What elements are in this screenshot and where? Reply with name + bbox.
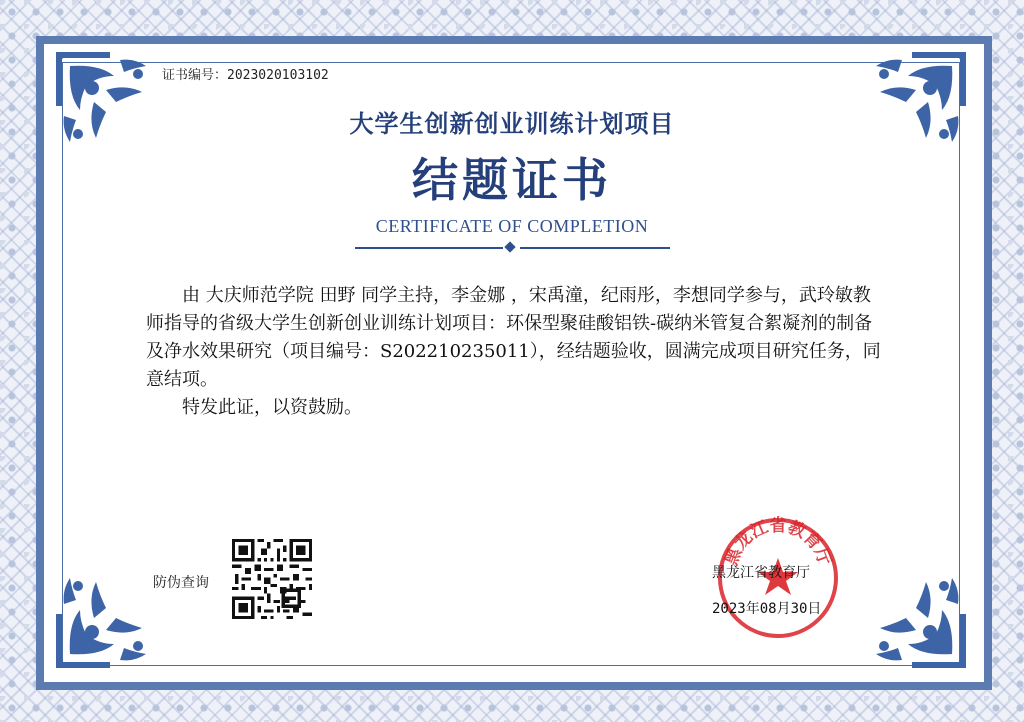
issuing-authority: 黑龙江省教育厅 [712, 565, 810, 581]
seal-text: 黑龙江省教育厅 [721, 516, 835, 569]
subtitle-rule-right [520, 247, 670, 249]
certificate-number: 证书编号：2023020103102 [162, 68, 329, 83]
qr-code-icon[interactable] [232, 539, 312, 619]
corner-ornament-icon [50, 46, 160, 156]
verify-label: 防伪查询 [153, 575, 209, 591]
corner-ornament-icon [862, 564, 972, 674]
subtitle-rule-left [355, 247, 503, 249]
certificate-body [146, 282, 886, 422]
program-name: 大学生创新创业训练计划项目 [349, 109, 675, 138]
corner-ornament-icon [50, 564, 160, 674]
certificate-subtitle: CERTIFICATE OF COMPLETION [375, 216, 649, 236]
certificate-title: 结题证书 [412, 153, 612, 207]
closing-line: 特发此证，以资鼓励。 [182, 397, 362, 418]
body-paragraph: 由 大庆师范学院 田野 同学主持，李金娜 ，宋禹潼，纪雨彤，李想同学参与，武玲敏教师指导的省级大学生创新创业训练计划项目：环保型聚硅酸铝铁-碳纳米管复合絮凝剂的制备及净水效果研究（项目编号：S202210235011），经结题验收，圆满完成项目研究任务，同意结项。 [146, 285, 881, 390]
corner-ornament-icon [862, 46, 972, 156]
issue-date: 2023年08月30日 [712, 601, 822, 617]
